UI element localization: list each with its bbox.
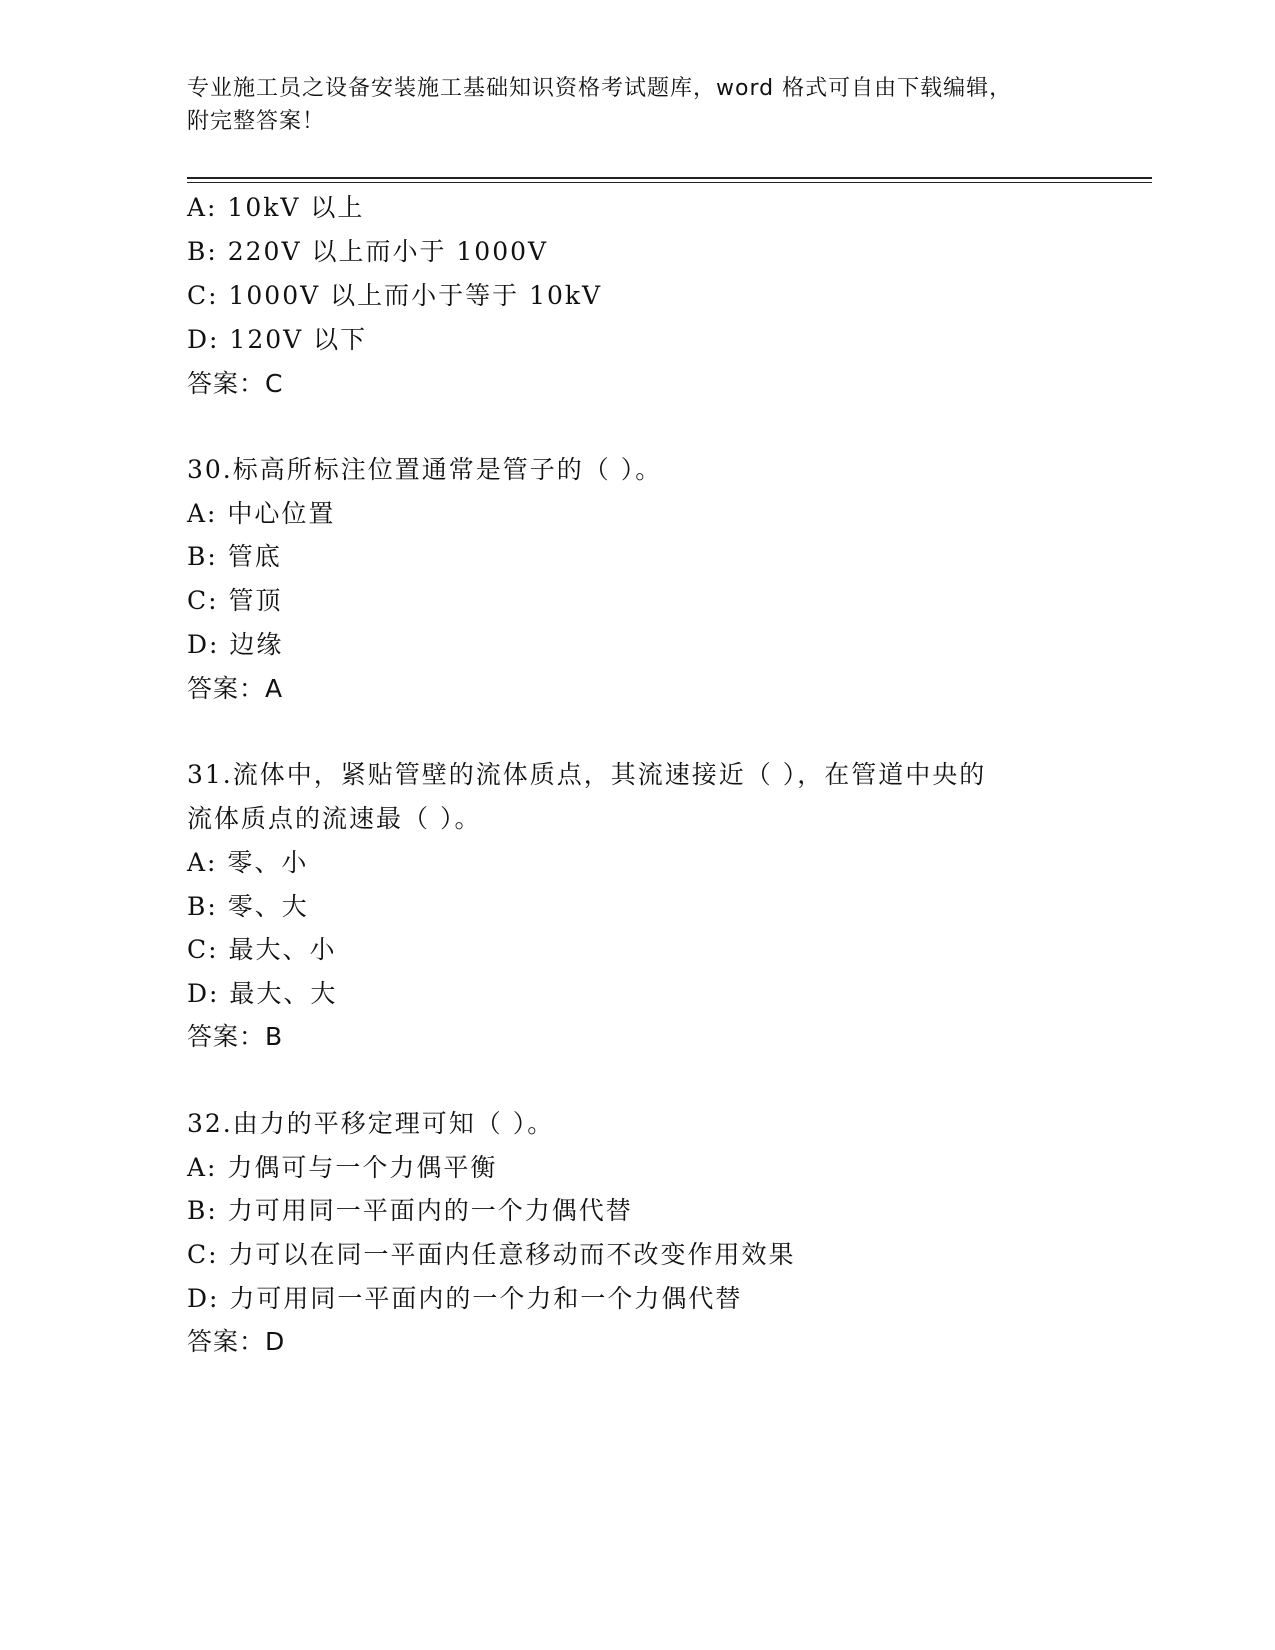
q31-answer: 答案：B [187, 1022, 284, 1051]
q31-option-b: B: 零、大 [187, 892, 309, 921]
q29-option-a: A: 10kV 以上 [187, 193, 365, 222]
q31-stem-line-1: 31.流体中，紧贴管壁的流体质点，其流速接近（ ），在管道中央的 [187, 760, 987, 789]
q29-option-d: D: 120V 以下 [187, 325, 368, 354]
q32-option-b: B: 力可用同一平面内的一个力偶代替 [187, 1196, 633, 1225]
q32-stem: 32.由力的平移定理可知（ ）。 [187, 1109, 555, 1138]
q32-answer: 答案：D [187, 1327, 286, 1356]
header-line-1: 专业施工员之设备安装施工基础知识资格考试题库，word 格式可自由下载编辑， [187, 76, 1013, 101]
q32-option-c: C: 力可以在同一平面内任意移动而不改变作用效果 [187, 1240, 796, 1269]
q32-option-a: A: 力偶可与一个力偶平衡 [187, 1153, 498, 1182]
q30-stem: 30.标高所标注位置通常是管子的（ ）。 [187, 455, 663, 484]
q31-option-a: A: 零、小 [187, 848, 309, 877]
q30-option-b: B: 管底 [187, 542, 282, 571]
q30-option-a: A: 中心位置 [187, 499, 336, 528]
header-line-2: 附完整答案！ [187, 109, 326, 134]
q31-option-c: C: 最大、小 [187, 935, 337, 964]
q29-option-b: B: 220V 以上而小于 1000V [187, 237, 549, 266]
q30-option-c: C: 管顶 [187, 586, 283, 615]
q30-answer: 答案：A [187, 674, 284, 703]
q32-option-d: D: 力可用同一平面内的一个力和一个力偶代替 [187, 1284, 743, 1313]
q31-option-d: D: 最大、大 [187, 979, 338, 1008]
q29-option-c: C: 1000V 以上而小于等于 10kV [187, 281, 603, 310]
q29-answer: 答案：C [187, 369, 284, 398]
header-divider [187, 177, 1152, 183]
q31-stem-line-2: 流体质点的流速最（ ）。 [187, 804, 482, 833]
q30-option-d: D: 边缘 [187, 630, 284, 659]
document-header [187, 72, 1087, 138]
